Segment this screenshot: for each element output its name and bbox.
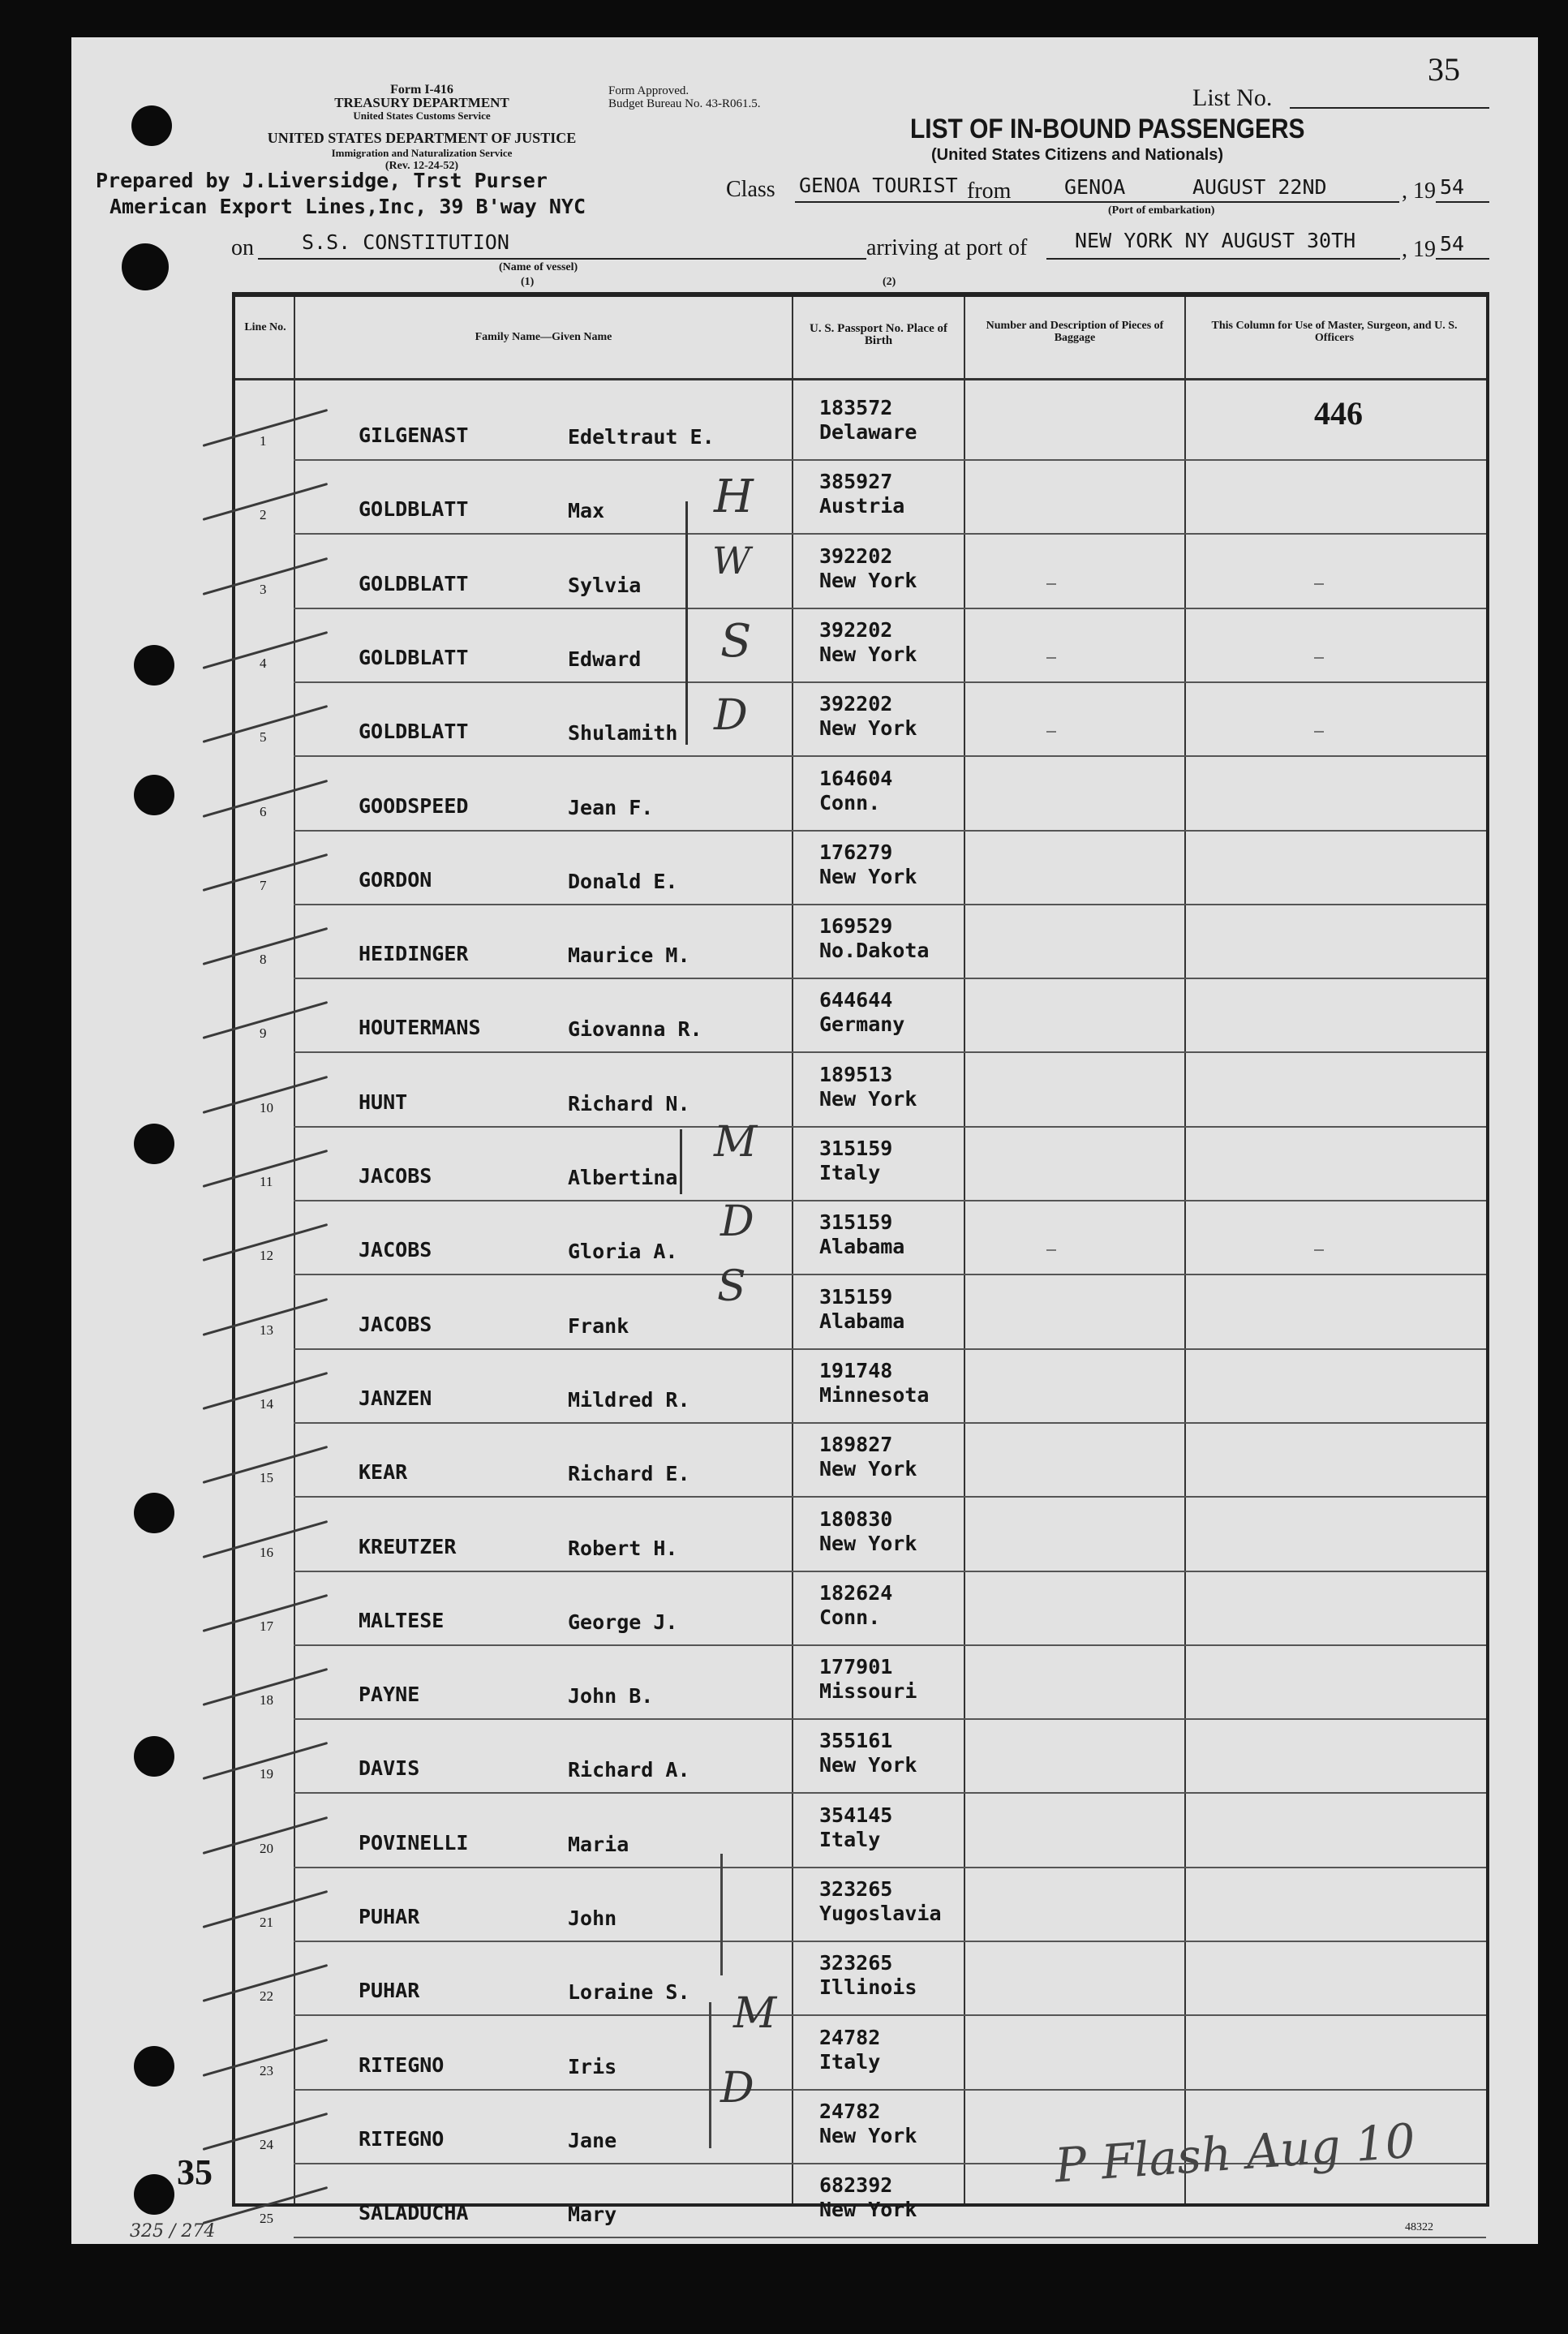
dash-mark [1046, 1249, 1056, 1251]
passport-number: 644644 [819, 988, 893, 1012]
place-of-birth: New York [819, 1753, 917, 1777]
dash-mark [1314, 583, 1324, 585]
header-rule [235, 378, 1486, 380]
embark-port: GENOA [1064, 175, 1126, 199]
table-row [235, 2016, 1486, 2091]
handwritten-mark: W [712, 539, 751, 582]
family-name: HEIDINGER [359, 942, 469, 966]
passport-number: 177901 [819, 1655, 893, 1679]
line-number: 25 [260, 2211, 273, 2227]
bracket-line [720, 1854, 723, 1975]
place-of-birth: Italy [819, 1161, 881, 1184]
line-number: 21 [260, 1915, 273, 1930]
passport-number: 24782 [819, 2099, 881, 2123]
header-name: Family Name—Given Name [475, 331, 612, 343]
handwritten-mark: S [720, 615, 752, 668]
given-name: Edeltraut E. [568, 425, 715, 449]
place-of-birth: New York [819, 716, 917, 741]
port-embark-caption: (Port of embarkation) [1108, 204, 1215, 217]
handwritten-mark: D [720, 2064, 754, 2113]
footer-code: 48322 [1405, 2221, 1433, 2233]
punch-hole [134, 645, 174, 686]
table-row [235, 757, 1486, 832]
table-row [235, 831, 1486, 905]
dash-mark [1314, 657, 1324, 659]
passport-number: 180830 [819, 1507, 893, 1531]
family-name: KEAR [359, 1460, 408, 1485]
list-subtitle: (United States Citizens and Nationals) [931, 146, 1224, 164]
given-name: Giovanna R. [568, 1017, 702, 1042]
bracket-line [685, 501, 688, 745]
dash-mark [1046, 583, 1056, 585]
treasury-dept: TREASURY DEPARTMENT [334, 95, 509, 110]
margin-page-number: 35 [177, 2152, 213, 2192]
table-row [235, 1498, 1486, 1572]
passport-number: 323265 [819, 1877, 893, 1901]
signature: P Flash Aug 10 [1053, 2113, 1417, 2194]
passport-number: 189513 [819, 1062, 893, 1086]
line-number: 17 [260, 1618, 273, 1634]
year-line-arrival [1436, 258, 1489, 260]
passport-number: 323265 [819, 1951, 893, 1975]
place-of-birth: No.Dakota [819, 939, 930, 963]
passport-number: 169529 [819, 914, 893, 939]
line-number: 14 [260, 1395, 273, 1412]
family-name: JANZEN [359, 1386, 432, 1410]
line-number: 24 [260, 2136, 273, 2152]
given-name: Mary [568, 2203, 617, 2227]
table-row [235, 1275, 1486, 1350]
given-name: Sylvia [568, 573, 642, 597]
header-officers: This Column for Use of Master, Surgeon, and U. S. Officers [1211, 320, 1458, 344]
table-row [235, 1423, 1486, 1498]
given-name: Richard A. [568, 1758, 690, 1782]
form-number: Form I-416 [390, 83, 453, 97]
list-no-line [1290, 107, 1489, 109]
family-name: PUHAR [359, 1905, 420, 1928]
table-row [235, 682, 1486, 757]
punch-hole [122, 243, 169, 290]
on-label: on [231, 235, 254, 260]
table-row [235, 1868, 1486, 1942]
given-name: Gloria A. [568, 1240, 678, 1264]
table-row [235, 1794, 1486, 1868]
given-name: Donald E. [568, 869, 678, 893]
line-number: 7 [260, 877, 267, 893]
line-number: 4 [260, 655, 267, 671]
place-of-birth: Yugoslavia [819, 1902, 942, 1925]
place-of-birth: New York [819, 1086, 917, 1111]
place-of-birth: New York [819, 2198, 917, 2222]
table-row [235, 1719, 1486, 1794]
passport-number: 682392 [819, 2173, 893, 2198]
row-rule [294, 2237, 1486, 2238]
place-of-birth: New York [819, 642, 917, 666]
vessel-caption: (Name of vessel) [499, 261, 578, 273]
family-name: PAYNE [359, 1683, 420, 1707]
punch-hole [134, 1736, 174, 1777]
year-line-embark [1436, 201, 1489, 203]
family-name: GOLDBLATT [359, 720, 469, 744]
given-name: Max [568, 499, 605, 523]
revision: (Rev. 12-24-52) [384, 160, 459, 172]
passport-number: 189827 [819, 1433, 893, 1457]
year-prefix-embark: , 19 [1402, 178, 1436, 204]
place-of-birth: Illinois [819, 1975, 917, 2000]
year-prefix-arrival: , 19 [1402, 237, 1436, 262]
budget-bureau: Budget Bureau No. 43-R061.5. [608, 97, 761, 110]
punch-hole [134, 1493, 174, 1533]
place-of-birth: Missouri [819, 1679, 917, 1704]
handwritten-mark: D [714, 691, 748, 740]
customs-service: United States Customs Service [353, 110, 491, 122]
table-row [235, 386, 1486, 461]
handwritten-mark: H [714, 471, 754, 523]
family-name: POVINELLI [359, 1830, 469, 1855]
caption-2: (2) [883, 276, 896, 288]
passport-number: 191748 [819, 1358, 893, 1382]
prepared-company: American Export Lines,Inc, 39 B'way NYC [110, 195, 586, 218]
family-name: RITEGNO [359, 2052, 445, 2077]
given-name: Jean F. [568, 795, 654, 819]
passport-number: 392202 [819, 617, 893, 642]
family-name: KREUTZER [359, 1534, 457, 1558]
table-row [235, 978, 1486, 1053]
family-name: GORDON [359, 867, 432, 892]
passport-number: 385927 [819, 470, 893, 494]
place-of-birth: Austria [819, 494, 905, 518]
prepared-by: Prepared by J.Liversidge, Trst Purser [96, 169, 548, 192]
class-label: Class [726, 177, 775, 202]
punch-hole [131, 105, 172, 146]
justice-dept: UNITED STATES DEPARTMENT OF JUSTICE [267, 130, 577, 146]
line-number: 23 [260, 2062, 273, 2078]
margin-note: 325 / 274 [130, 2221, 216, 2242]
given-name: Edward [568, 647, 642, 671]
embark-date: AUGUST 22ND [1192, 175, 1327, 199]
line-number: 22 [260, 1988, 273, 2005]
table-row [235, 905, 1486, 979]
header-baggage: Number and Description of Pieces of Baggage [986, 320, 1164, 344]
family-name: RITEGNO [359, 2126, 445, 2151]
passport-number: 315159 [819, 1137, 893, 1160]
line-number: 18 [260, 1692, 273, 1709]
punch-hole [134, 775, 174, 815]
given-name: Loraine S. [568, 1980, 690, 2005]
officer-count: 446 [1314, 395, 1363, 432]
line-number: 12 [260, 1248, 273, 1264]
vessel-line [258, 258, 866, 260]
bracket-line [709, 2002, 711, 2148]
family-name: PUHAR [359, 1979, 420, 2003]
handwritten-mark: D [720, 1197, 754, 1246]
place-of-birth: New York [819, 2123, 917, 2147]
line-number: 13 [260, 1322, 273, 1338]
line-number: 1 [260, 433, 267, 449]
given-name: Jane [568, 2128, 617, 2152]
given-name: John B. [568, 1684, 654, 1709]
place-of-birth: Germany [819, 1012, 905, 1037]
vessel-name: S.S. CONSTITUTION [302, 230, 509, 254]
family-name: SALADUCHA [359, 2201, 469, 2225]
passport-number: 354145 [819, 1803, 893, 1827]
line-number: 16 [260, 1544, 273, 1560]
class-value: GENOA TOURIST [799, 174, 958, 197]
given-name: Robert H. [568, 1536, 678, 1560]
line-number: 15 [260, 1470, 273, 1486]
passport-number: 392202 [819, 544, 893, 568]
table-row [235, 460, 1486, 535]
arriving-label: arriving at port of [866, 235, 1028, 260]
place-of-birth: New York [819, 1457, 917, 1481]
form-approved: Form Approved. [608, 84, 689, 97]
punch-hole [134, 2174, 174, 2215]
dash-mark [1314, 1249, 1324, 1251]
bracket-line [680, 1129, 682, 1194]
place-of-birth: Italy [819, 1827, 881, 1851]
arrival-port-date: NEW YORK NY AUGUST 30TH [1075, 229, 1356, 252]
from-label: from [967, 178, 1012, 204]
given-name: Shulamith [568, 721, 678, 746]
arrival-line [1046, 258, 1400, 260]
table-row [235, 1127, 1486, 1201]
given-name: Richard N. [568, 1091, 690, 1115]
place-of-birth: Delaware [819, 420, 917, 444]
family-name: JACOBS [359, 1238, 432, 1262]
given-name: John [568, 1906, 617, 1930]
family-name: HOUTERMANS [359, 1016, 481, 1040]
table-row [235, 1571, 1486, 1646]
place-of-birth: New York [819, 568, 917, 592]
family-name: GOLDBLATT [359, 571, 469, 595]
place-of-birth: Alabama [819, 1235, 905, 1259]
line-number: 20 [260, 1840, 273, 1856]
table-row [235, 1941, 1486, 2016]
page-number: 35 [1428, 51, 1460, 88]
table-row [235, 1349, 1486, 1424]
line-number: 6 [260, 803, 267, 819]
passport-number: 183572 [819, 396, 893, 419]
line-number: 9 [260, 1025, 267, 1042]
family-name: GOLDBLATT [359, 497, 469, 522]
class-line [795, 201, 1399, 203]
given-name: Richard E. [568, 1462, 690, 1486]
place-of-birth: Italy [819, 2049, 881, 2074]
dash-mark [1046, 657, 1056, 659]
family-name: HUNT [359, 1090, 408, 1114]
place-of-birth: New York [819, 864, 917, 888]
punch-hole [134, 2046, 174, 2087]
line-number: 8 [260, 952, 267, 968]
passport-number: 24782 [819, 2025, 881, 2049]
dash-mark [1046, 731, 1056, 733]
list-no-label: List No. [1192, 84, 1273, 111]
place-of-birth: New York [819, 1531, 917, 1555]
family-name: GILGENAST [359, 423, 469, 447]
header-line-no: Line No. [244, 321, 286, 333]
given-name: Maurice M. [568, 943, 690, 968]
family-name: JACOBS [359, 1164, 432, 1188]
line-number: 11 [260, 1174, 273, 1189]
passport-number: 315159 [819, 1284, 893, 1309]
family-name: MALTESE [359, 1608, 445, 1632]
caption-1: (1) [521, 276, 535, 288]
ins-service: Immigration and Naturalization Service [331, 147, 513, 159]
family-name: GOLDBLATT [359, 645, 469, 669]
table-row [235, 1201, 1486, 1275]
place-of-birth: Alabama [819, 1309, 905, 1333]
family-name: DAVIS [359, 1756, 420, 1781]
given-name: Maria [568, 1832, 629, 1856]
family-name: GOODSPEED [359, 793, 469, 818]
passport-number: 392202 [819, 692, 893, 716]
line-number: 2 [260, 507, 267, 523]
handwritten-mark: M [714, 1118, 758, 1167]
passport-number: 182624 [819, 1580, 893, 1605]
handwritten-mark: M [733, 1989, 777, 2038]
given-name: Iris [568, 2054, 617, 2078]
embark-year: 54 [1440, 175, 1465, 199]
line-number: 10 [260, 1099, 273, 1115]
line-number: 3 [260, 581, 267, 597]
handwritten-mark: S [717, 1262, 746, 1311]
list-title: LIST OF IN-BOUND PASSENGERS [910, 114, 1305, 144]
table-row [235, 1053, 1486, 1128]
line-number: 19 [260, 1766, 273, 1782]
family-name: JACOBS [359, 1312, 432, 1336]
table-row [235, 1645, 1486, 1720]
passport-number: 164604 [819, 766, 893, 790]
given-name: Albertina [568, 1166, 678, 1189]
given-name: Mildred R. [568, 1387, 690, 1412]
punch-hole [134, 1124, 174, 1164]
table-row [235, 535, 1486, 609]
header-passport: U. S. Passport No. Place of Birth [810, 322, 947, 347]
dash-mark [1314, 731, 1324, 733]
passport-number: 355161 [819, 1729, 893, 1753]
place-of-birth: Conn. [819, 790, 881, 815]
table-row [235, 608, 1486, 683]
given-name: George J. [568, 1610, 678, 1634]
arrival-year: 54 [1440, 232, 1465, 256]
place-of-birth: Minnesota [819, 1382, 930, 1407]
given-name: Frank [568, 1313, 629, 1338]
place-of-birth: Conn. [819, 1605, 881, 1629]
line-number: 5 [260, 729, 267, 746]
passport-number: 176279 [819, 840, 893, 864]
passport-number: 315159 [819, 1210, 893, 1235]
